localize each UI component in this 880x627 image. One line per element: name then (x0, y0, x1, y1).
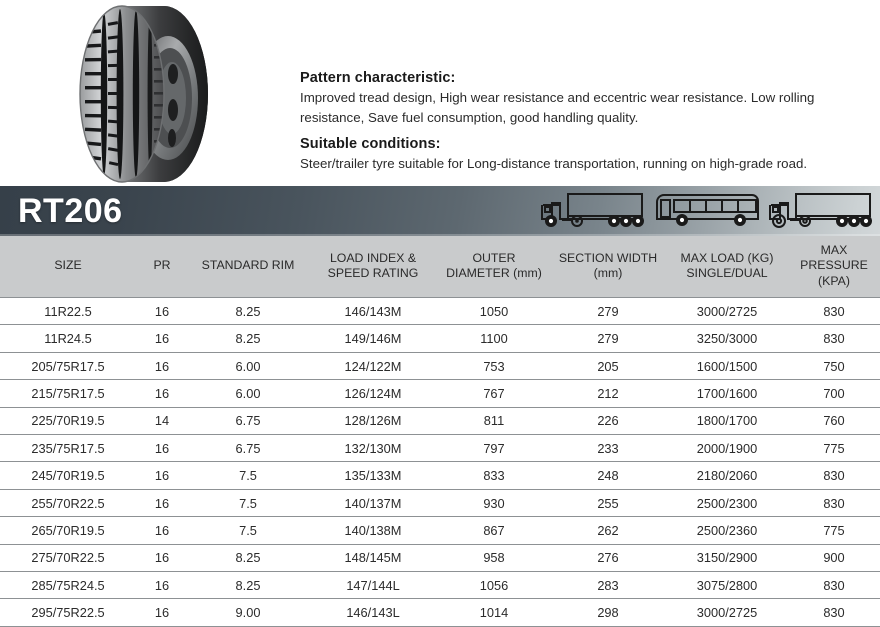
cell-load-index-speed-rating: 148/145M (308, 544, 438, 571)
table-row (0, 380, 880, 407)
cell-standard-rim: 7.5 (188, 462, 308, 489)
column-header-max-pressure: MAX PRESSURE (KPA) (788, 236, 880, 298)
cell-max-pressure: 830 (788, 462, 880, 489)
cell-max-pressure: 830 (788, 489, 880, 516)
cell-size: 285/75R24.5 (0, 571, 136, 598)
cell-standard-rim: 6.00 (188, 352, 308, 379)
cell-max-load: 1700/1600 (666, 380, 788, 407)
cell-max-pressure: 775 (788, 517, 880, 544)
cell-max-pressure: 700 (788, 380, 880, 407)
cell-max-pressure: 830 (788, 571, 880, 598)
cell-max-pressure: 750 (788, 352, 880, 379)
cell-standard-rim: 6.75 (188, 407, 308, 434)
cell-max-pressure: 830 (788, 325, 880, 352)
cell-pr: 16 (136, 571, 188, 598)
tire-specification-table (0, 236, 880, 627)
suitable-conditions-text: Steer/trailer tyre suitable for Long-distance transportation, running on high-grade road. (300, 155, 808, 171)
tire-product-image (60, 2, 230, 184)
cell-section-width: 276 (550, 544, 666, 571)
cell-section-width: 205 (550, 352, 666, 379)
cell-max-load: 2000/1900 (666, 435, 788, 462)
table-header-row (0, 236, 880, 298)
column-header-pr: PR (136, 236, 188, 298)
truck-trailer-icon (538, 191, 648, 231)
cell-pr: 16 (136, 517, 188, 544)
cell-outer-diameter: 811 (438, 407, 550, 434)
cell-section-width: 212 (550, 380, 666, 407)
cell-pr: 16 (136, 462, 188, 489)
suitable-conditions-heading: Suitable conditions: (300, 136, 441, 153)
cell-size: 215/75R17.5 (0, 380, 136, 407)
pattern-characteristic-text-line2: resistance, Save fuel consumption, good handling quality. (300, 110, 639, 126)
product-description (300, 68, 860, 176)
cell-max-load: 2180/2060 (666, 462, 788, 489)
application-icons (538, 186, 876, 236)
cell-load-index-speed-rating: 146/143M (308, 298, 438, 325)
cell-load-index-speed-rating: 146/143L (308, 599, 438, 626)
cell-size: 11R24.5 (0, 325, 136, 352)
cell-standard-rim: 8.25 (188, 325, 308, 352)
cell-size: 245/70R19.5 (0, 462, 136, 489)
pattern-characteristic-heading: Pattern characteristic: (300, 70, 456, 86)
cell-outer-diameter: 767 (438, 380, 550, 407)
cell-pr: 14 (136, 407, 188, 434)
page-title: RT206 (18, 192, 123, 230)
table-row (0, 599, 880, 626)
column-header-size: SIZE (0, 236, 136, 298)
cell-load-index-speed-rating: 149/146M (308, 325, 438, 352)
cell-standard-rim: 7.5 (188, 489, 308, 516)
cell-pr: 16 (136, 544, 188, 571)
cell-outer-diameter: 833 (438, 462, 550, 489)
table-row (0, 407, 880, 434)
cell-size: 235/75R17.5 (0, 435, 136, 462)
cell-load-index-speed-rating: 147/144L (308, 571, 438, 598)
column-header-max-load: MAX LOAD (KG) SINGLE/DUAL (666, 236, 788, 298)
cell-outer-diameter: 1056 (438, 571, 550, 598)
cell-pr: 16 (136, 599, 188, 626)
cell-section-width: 279 (550, 298, 666, 325)
cell-section-width: 248 (550, 462, 666, 489)
cell-outer-diameter: 1014 (438, 599, 550, 626)
cell-max-load: 3250/3000 (666, 325, 788, 352)
product-overview-section (0, 0, 880, 186)
cell-pr: 16 (136, 435, 188, 462)
table-row (0, 571, 880, 598)
bus-coach-icon (652, 191, 762, 231)
cell-size: 255/70R22.5 (0, 489, 136, 516)
cell-section-width: 283 (550, 571, 666, 598)
cell-max-load: 2500/2300 (666, 489, 788, 516)
cell-outer-diameter: 797 (438, 435, 550, 462)
cell-size: 225/70R19.5 (0, 407, 136, 434)
cell-section-width: 226 (550, 407, 666, 434)
cell-section-width: 298 (550, 599, 666, 626)
cell-max-load: 1600/1500 (666, 352, 788, 379)
cell-standard-rim: 6.00 (188, 380, 308, 407)
cell-standard-rim: 8.25 (188, 298, 308, 325)
cell-size: 295/75R22.5 (0, 599, 136, 626)
cell-max-load: 3000/2725 (666, 599, 788, 626)
cell-max-pressure: 900 (788, 544, 880, 571)
cell-load-index-speed-rating: 126/124M (308, 380, 438, 407)
cell-standard-rim: 7.5 (188, 517, 308, 544)
table-row (0, 517, 880, 544)
cell-standard-rim: 8.25 (188, 544, 308, 571)
cell-pr: 16 (136, 325, 188, 352)
cell-outer-diameter: 1050 (438, 298, 550, 325)
cell-pr: 16 (136, 380, 188, 407)
cell-section-width: 233 (550, 435, 666, 462)
cell-load-index-speed-rating: 135/133M (308, 462, 438, 489)
cell-pr: 16 (136, 489, 188, 516)
table-row (0, 435, 880, 462)
cell-section-width: 255 (550, 489, 666, 516)
table-row (0, 298, 880, 325)
cell-load-index-speed-rating: 132/130M (308, 435, 438, 462)
cell-load-index-speed-rating: 124/122M (308, 352, 438, 379)
table-row (0, 489, 880, 516)
cell-max-load: 1800/1700 (666, 407, 788, 434)
column-header-load-index-speed-rating: LOAD INDEX & SPEED RATING (308, 236, 438, 298)
cell-size: 275/70R22.5 (0, 544, 136, 571)
cell-outer-diameter: 867 (438, 517, 550, 544)
cell-pr: 16 (136, 298, 188, 325)
cell-max-load: 3000/2725 (666, 298, 788, 325)
table-body (0, 298, 880, 627)
cell-standard-rim: 9.00 (188, 599, 308, 626)
cell-section-width: 262 (550, 517, 666, 544)
cell-section-width: 279 (550, 325, 666, 352)
cell-load-index-speed-rating: 128/126M (308, 407, 438, 434)
cell-pr: 16 (136, 352, 188, 379)
cell-outer-diameter: 1100 (438, 325, 550, 352)
cell-outer-diameter: 930 (438, 489, 550, 516)
table-row (0, 325, 880, 352)
pattern-characteristic-text-line1: Improved tread design, High wear resistance and eccentric wear resistance. Low rolling (300, 89, 815, 105)
cell-max-pressure: 760 (788, 407, 880, 434)
cell-load-index-speed-rating: 140/138M (308, 517, 438, 544)
cell-outer-diameter: 958 (438, 544, 550, 571)
cell-max-pressure: 830 (788, 298, 880, 325)
cell-size: 11R22.5 (0, 298, 136, 325)
cell-standard-rim: 6.75 (188, 435, 308, 462)
cell-max-load: 3150/2900 (666, 544, 788, 571)
cell-load-index-speed-rating: 140/137M (308, 489, 438, 516)
cell-outer-diameter: 753 (438, 352, 550, 379)
cell-standard-rim: 8.25 (188, 571, 308, 598)
cell-max-pressure: 830 (788, 599, 880, 626)
column-header-outer-diameter: OUTER DIAMETER (mm) (438, 236, 550, 298)
model-title-band (0, 186, 880, 236)
table-row (0, 352, 880, 379)
table-row (0, 544, 880, 571)
cell-max-load: 3075/2800 (666, 571, 788, 598)
cell-max-pressure: 775 (788, 435, 880, 462)
cell-max-load: 2500/2360 (666, 517, 788, 544)
cell-size: 205/75R17.5 (0, 352, 136, 379)
table-row (0, 462, 880, 489)
cell-size: 265/70R19.5 (0, 517, 136, 544)
column-header-standard-rim: STANDARD RIM (188, 236, 308, 298)
column-header-section-width: SECTION WIDTH (mm) (550, 236, 666, 298)
truck-trailer-outline-icon (766, 191, 876, 231)
